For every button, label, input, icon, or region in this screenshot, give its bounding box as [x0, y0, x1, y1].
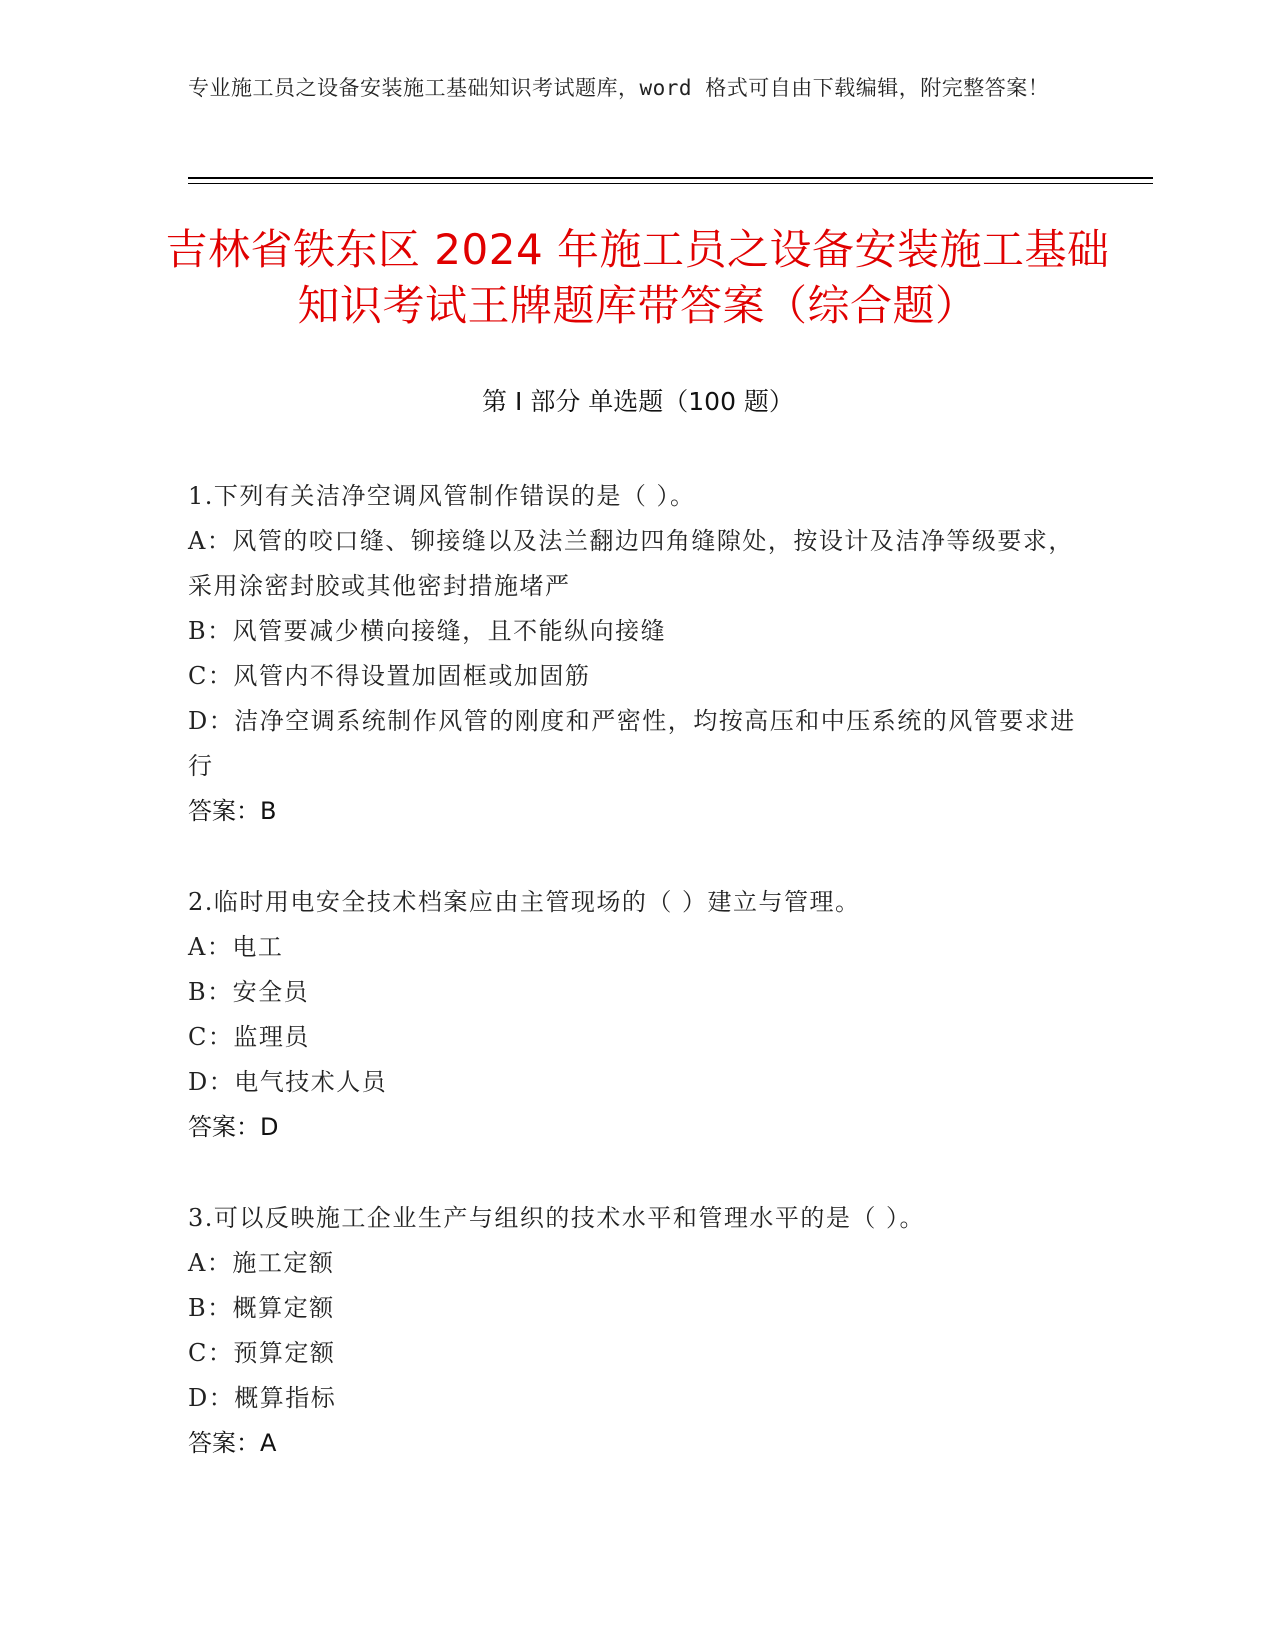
- question-stem: 3.可以反映施工企业生产与组织的技术水平和管理水平的是（ ）。: [188, 1204, 926, 1232]
- option-d: D：概算指标: [188, 1384, 337, 1412]
- option-a: A：风管的咬口缝、铆接缝以及法兰翻边四角缝隙处，按设计及洁净等级要求，采用涂密封胶或其他密封措施堵严: [188, 527, 1074, 600]
- option-c: C：预算定额: [188, 1339, 336, 1367]
- answer-line: 答案：A: [188, 1429, 277, 1457]
- header-note: 专业施工员之设备安装施工基础知识考试题库，word 格式可自由下载编辑，附完整答案！: [188, 76, 1050, 100]
- document-title: 吉林省铁东区 2024 年施工员之设备安装施工基础知识考试王牌题库带答案（综合题）: [165, 225, 1110, 330]
- header-divider-thick: [188, 177, 1153, 179]
- question-2: [188, 880, 1078, 1150]
- answer-line: 答案：B: [188, 797, 277, 825]
- option-a: A：电工: [188, 933, 284, 961]
- question-stem: 1.下列有关洁净空调风管制作错误的是（ ）。: [188, 482, 696, 510]
- option-b: B：安全员: [188, 978, 310, 1006]
- answer-line: 答案：D: [188, 1113, 279, 1141]
- option-a: A：施工定额: [188, 1249, 335, 1277]
- section-title: 第 I 部分 单选题（100 题）: [482, 387, 794, 416]
- option-c: C：监理员: [188, 1023, 310, 1051]
- question-3: [188, 1196, 1078, 1466]
- option-d: D：电气技术人员: [188, 1068, 388, 1096]
- option-b: B：概算定额: [188, 1294, 335, 1322]
- option-d: D：洁净空调系统制作风管的刚度和严密性，均按高压和中压系统的风管要求进行: [188, 707, 1076, 780]
- option-b: B：风管要减少横向接缝，且不能纵向接缝: [188, 617, 667, 645]
- question-1: [188, 474, 1078, 834]
- header-divider-thin: [188, 183, 1153, 184]
- question-stem: 2.临时用电安全技术档案应由主管现场的（ ）建立与管理。: [188, 888, 861, 916]
- option-c: C：风管内不得设置加固框或加固筋: [188, 662, 591, 690]
- question-list: [188, 474, 1078, 1512]
